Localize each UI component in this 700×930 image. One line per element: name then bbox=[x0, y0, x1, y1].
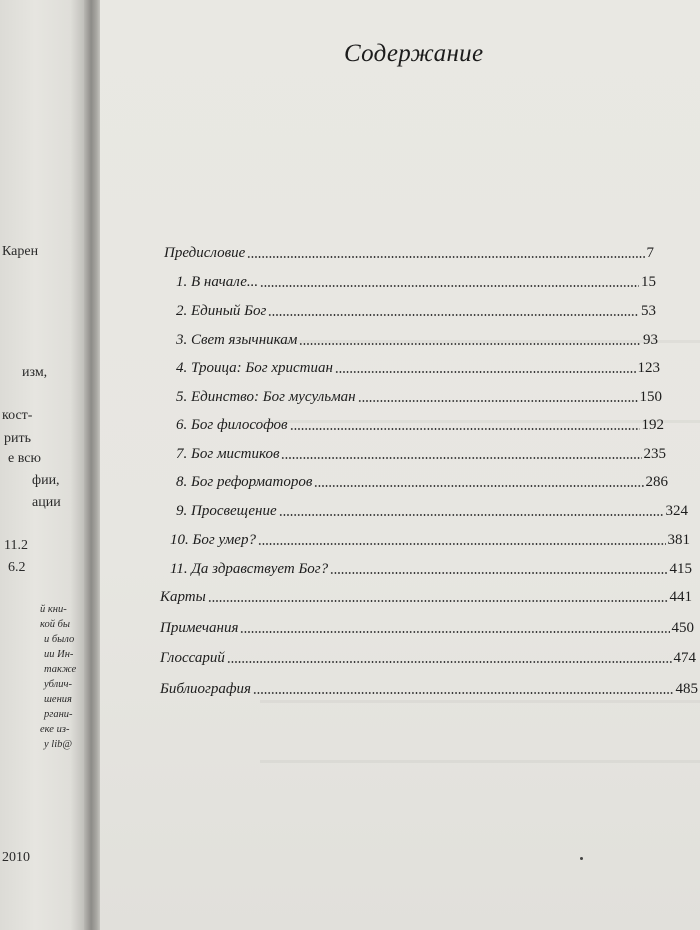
leader-dots bbox=[227, 661, 672, 663]
toc-entry-label: Предисловие bbox=[164, 245, 246, 261]
toc-entry[interactable] bbox=[176, 296, 656, 320]
toc-entry-label: Карты bbox=[160, 589, 206, 605]
toc-entry-label: Примечания bbox=[160, 620, 239, 636]
left-page-fragment: фии, bbox=[32, 473, 60, 488]
toc-entry[interactable] bbox=[164, 238, 654, 262]
bleed-through-line bbox=[260, 700, 700, 703]
left-page-fragment: шения bbox=[44, 694, 72, 705]
toc-entry-page: 93 bbox=[643, 332, 658, 348]
toc-entry-page: 123 bbox=[637, 360, 660, 376]
leader-dots bbox=[335, 371, 636, 373]
toc-entry-page: 324 bbox=[665, 503, 688, 519]
left-page-fragment: кой бы bbox=[40, 619, 71, 630]
leader-dots bbox=[358, 400, 638, 402]
right-page bbox=[100, 0, 700, 930]
toc-entry[interactable] bbox=[176, 439, 666, 463]
toc-entry-page: 474 bbox=[673, 650, 696, 666]
toc-entry-page: 15 bbox=[641, 274, 656, 290]
leader-dots bbox=[253, 692, 673, 694]
leader-dots bbox=[260, 285, 639, 287]
left-page bbox=[0, 0, 88, 930]
left-page-fragment: 2010 bbox=[2, 850, 30, 865]
left-page-fragment: 6.2 bbox=[8, 560, 26, 575]
left-page-fragment: кост- bbox=[2, 408, 33, 423]
toc-entry[interactable] bbox=[176, 467, 668, 491]
leader-dots bbox=[279, 514, 664, 516]
leader-dots bbox=[314, 485, 643, 487]
left-page-fragment: также bbox=[44, 664, 77, 675]
toc-entry-label: Глоссарий bbox=[160, 650, 225, 666]
bleed-through-line bbox=[260, 760, 700, 763]
toc-entry-page: 7 bbox=[646, 245, 654, 261]
contents-title: Содержание bbox=[344, 40, 484, 67]
toc-entry-page: 192 bbox=[641, 417, 664, 433]
left-page-fragment: е всю bbox=[8, 451, 41, 466]
toc-entry[interactable] bbox=[176, 325, 658, 349]
toc-entry-label: 1. В начале... bbox=[176, 274, 259, 290]
left-page-fragment: изм, bbox=[22, 365, 48, 380]
toc-entry-label: 6. Бог философов bbox=[176, 417, 288, 433]
leader-dots bbox=[330, 572, 667, 574]
toc-entry-page: 415 bbox=[669, 561, 692, 577]
toc-entry-page: 441 bbox=[669, 589, 692, 605]
toc-entry-page: 485 bbox=[675, 681, 698, 697]
toc-entry-page: 286 bbox=[645, 474, 668, 490]
left-page-fragment: еке из- bbox=[40, 724, 70, 735]
left-page-fragment: 11.2 bbox=[4, 538, 28, 553]
toc-entry-page: 381 bbox=[667, 532, 690, 548]
toc-entry-page: 53 bbox=[641, 303, 656, 319]
toc-entry-label: 4. Троица: Бог христиан bbox=[176, 360, 333, 376]
leader-dots bbox=[208, 600, 668, 602]
left-page-fragment: Карен bbox=[2, 244, 39, 259]
left-page-fragment: ублич- bbox=[44, 679, 73, 690]
left-page-fragment: ации bbox=[32, 495, 61, 510]
toc-entry[interactable] bbox=[160, 582, 692, 606]
toc-entry[interactable] bbox=[160, 674, 698, 698]
toc-entry[interactable] bbox=[176, 382, 662, 406]
toc-entry-page: 450 bbox=[671, 620, 694, 636]
leader-dots bbox=[281, 457, 641, 459]
toc-entry[interactable] bbox=[170, 525, 690, 549]
toc-entry[interactable] bbox=[176, 353, 660, 377]
left-page-fragment: ргани- bbox=[44, 709, 73, 720]
toc-entry[interactable] bbox=[176, 496, 688, 520]
toc-entry-label: 8. Бог реформаторов bbox=[176, 474, 313, 490]
leader-dots bbox=[247, 256, 644, 258]
left-page-fragment: рить bbox=[4, 431, 31, 446]
toc-entry-label: Библиография bbox=[160, 681, 252, 697]
left-page-fragment: у lib@ bbox=[44, 739, 73, 750]
toc-entry-page: 235 bbox=[643, 446, 666, 462]
paper-speck bbox=[580, 857, 583, 860]
toc-entry[interactable] bbox=[176, 410, 664, 434]
toc-entry-label: 11. Да здравствует Бог? bbox=[170, 561, 329, 577]
toc-entry[interactable] bbox=[176, 267, 656, 291]
toc-entry-label: 7. Бог мистиков bbox=[176, 446, 280, 462]
toc-entry[interactable] bbox=[160, 613, 694, 637]
leader-dots bbox=[299, 343, 641, 345]
toc-entry[interactable] bbox=[160, 643, 696, 667]
left-page-fragment: ии Ин- bbox=[44, 649, 74, 660]
leader-dots bbox=[268, 314, 639, 316]
toc-entry-label: 10. Бог умер? bbox=[170, 532, 256, 548]
left-page-fragment: и было bbox=[44, 634, 75, 645]
toc-entry-label: 9. Просвещение bbox=[176, 503, 277, 519]
toc-entry-label: 3. Свет язычникам bbox=[176, 332, 298, 348]
toc-entry-label: 2. Единый Бог bbox=[176, 303, 267, 319]
left-page-fragment: й кни- bbox=[40, 604, 67, 615]
leader-dots bbox=[258, 543, 666, 545]
leader-dots bbox=[290, 428, 640, 430]
toc-entry[interactable] bbox=[170, 554, 692, 578]
leader-dots bbox=[240, 631, 669, 633]
toc-entry-label: 5. Единство: Бог мусульман bbox=[176, 389, 356, 405]
toc-entry-page: 150 bbox=[639, 389, 662, 405]
